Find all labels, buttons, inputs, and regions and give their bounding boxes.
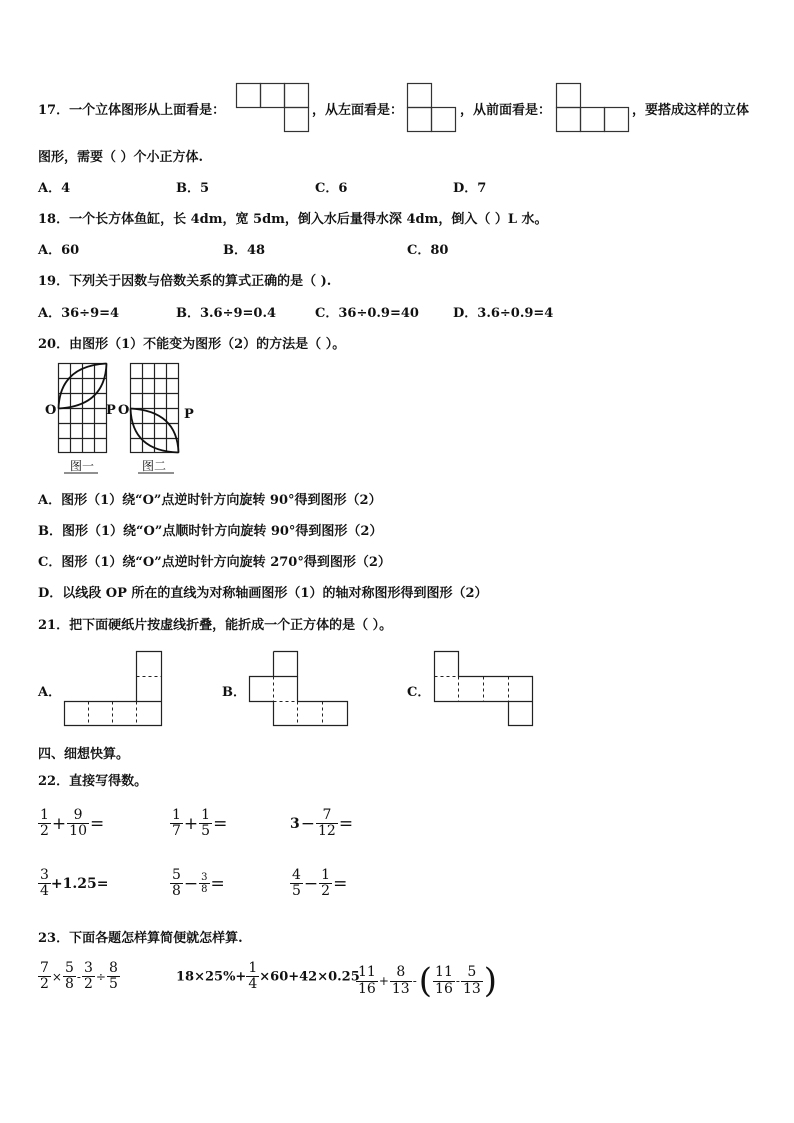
- q22-expr-2: $\frac{1}{7}$ + $\frac{1}{5}$ =: [172, 807, 228, 840]
- q21-net-b[interactable]: [249, 651, 350, 727]
- q20-text: 20．由图形（1）不能变为图形（2）的方法是（ ）。: [38, 337, 346, 352]
- q20-option-d[interactable]: D．以线段 OP 所在的直线为对称轴画图形（1）的轴对称图形得到图形（2）: [38, 586, 488, 601]
- q21-option-b[interactable]: B．: [222, 685, 246, 700]
- q19-text: 19．下列关于因数与倍数关系的算式正确的是（ ).: [38, 274, 332, 289]
- q20-figure-2-grid: [130, 363, 180, 455]
- q20-option-a[interactable]: A．图形（1）绕“O”点逆时针方向旋转 90°得到图形（2）: [38, 493, 382, 508]
- q21-text: 21．把下面硬纸片按虚线折叠，能折成一个正方体的是（ ）。: [38, 618, 393, 633]
- q21-option-a[interactable]: A．: [38, 685, 62, 700]
- q23-expr-1: $\frac{7}{2}$ × $\frac{5}{8}$ - $\frac{3}{2}$ ÷ $\frac{8}{5}$: [40, 960, 118, 993]
- q17-option-d[interactable]: D．7: [453, 181, 487, 196]
- q21-net-a[interactable]: [64, 651, 164, 727]
- q19-option-b[interactable]: B．3.6÷9=0.4: [176, 306, 277, 321]
- q19-option-c[interactable]: C．36÷0.9=40: [315, 306, 419, 321]
- q21-net-c[interactable]: [434, 651, 535, 727]
- q22-expr-6: $\frac{4}{5}$ − $\frac{1}{2}$ =: [292, 867, 348, 900]
- q23-expr-2: 18×25%+ $\frac{1}{4}$ ×60+42×0.25: [176, 960, 360, 993]
- q20-figure-1-label: 图一: [70, 459, 95, 473]
- q18-option-c[interactable]: C．80: [407, 243, 449, 258]
- q17-option-a[interactable]: A．4: [38, 181, 71, 196]
- q21-option-c[interactable]: C．: [407, 685, 431, 700]
- q17-mid2: ，从前面看是：: [460, 103, 552, 118]
- q17-option-b[interactable]: B．5: [176, 181, 210, 196]
- q23-expr-3: $\frac{11}{16}$ + $\frac{8}{13}$ -( $\frac{11}{16}$ - $\frac{5}{13}$ ): [358, 961, 498, 1001]
- q19-option-d[interactable]: D．3.6÷0.9=4: [453, 306, 554, 321]
- q20-option-b[interactable]: B．图形（1）绕“O”点顺时针方向旋转 90°得到图形（2）: [38, 524, 383, 539]
- q22-text: 22．直接写得数。: [38, 774, 148, 789]
- q22-expr-3: 3− $\frac{7}{12}$ =: [290, 807, 354, 840]
- q18-text: 18．一个长方体鱼缸，长 4dm，宽 5dm，倒入水后量得水深 4dm，倒入（ ）L 水。: [38, 212, 548, 227]
- q19-option-a[interactable]: A．36÷9=4: [38, 306, 120, 321]
- q23-text: 23．下面各题怎样算简便就怎样算.: [38, 931, 243, 946]
- q20-point-p-fig2: P: [184, 407, 194, 422]
- q20-figure-1-grid: [58, 363, 108, 455]
- q20-figure-2-label: 图二: [142, 459, 167, 473]
- section-4-heading: 四、细想快算。: [38, 747, 130, 762]
- q17-line2: 图形，需要（ ）个小正方体.: [38, 150, 204, 165]
- q20-option-c[interactable]: C．图形（1）绕“O”点逆时针方向旋转 270°得到图形（2）: [38, 555, 391, 570]
- q18-option-b[interactable]: B．48: [223, 243, 266, 258]
- q22-expr-4: $\frac{3}{4}$ +1.25=: [40, 867, 109, 900]
- q22-expr-1: $\frac{1}{2}$ + $\frac{9}{10}$ =: [40, 807, 105, 840]
- q17-mid1: ，从左面看是：: [312, 103, 404, 118]
- q17-suffix: ，要搭成这样的立体: [632, 103, 750, 118]
- q20-point-p-fig1: P: [106, 403, 116, 418]
- q20-point-o-fig1: O: [45, 403, 57, 418]
- q17-option-c[interactable]: C．6: [315, 181, 348, 196]
- q20-label-underline: [64, 472, 176, 474]
- q17-front-view-figure: [556, 83, 630, 133]
- q17-top-view-figure: [236, 83, 310, 133]
- q17-prefix: 17．一个立体图形从上面看是：: [38, 103, 226, 118]
- q22-expr-5: $\frac{5}{8}$ − $\frac{3}{8}$ =: [172, 867, 225, 900]
- q20-point-o-fig2: O: [118, 403, 130, 418]
- q17-left-view-figure: [407, 83, 457, 133]
- q18-option-a[interactable]: A．60: [38, 243, 80, 258]
